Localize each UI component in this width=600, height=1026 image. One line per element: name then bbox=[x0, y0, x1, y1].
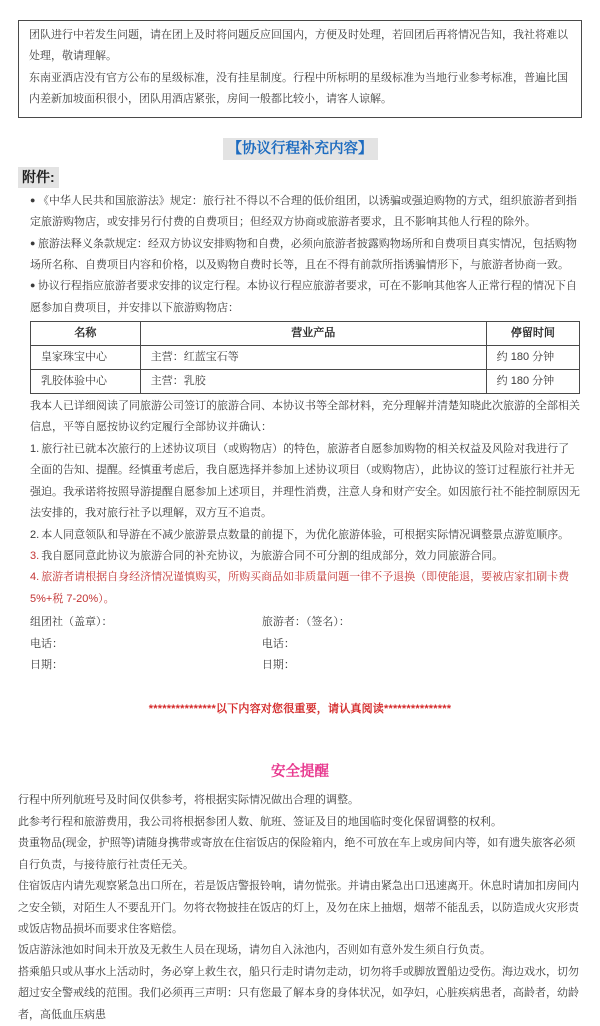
clause-tourism-law: ● 《中华人民共和国旅游法》规定：旅行社不得以不合理的低价组团，以诱骗或强迫购物的方式，组织旅游者到指定旅游购物店，或安排另行付费的自费项目；但经双方协商或旅游者要求，且不影响其他人行程的除外。 bbox=[30, 191, 580, 234]
item-text: 本人同意领队和导游在不减少旅游景点数量的前提下，为优化旅游体验，可根据实际情况调整景点游览顺序。 bbox=[41, 528, 570, 541]
table-row bbox=[31, 346, 580, 370]
column-header-products: 营业产品 bbox=[140, 322, 486, 346]
shop-name: 乳胶体验中心 bbox=[31, 370, 141, 394]
column-header-name: 名称 bbox=[31, 322, 141, 346]
confirm-item-1 bbox=[30, 439, 580, 525]
item-text: 我自愿同意此协议为旅游合同的补充协议，为旅游合同不可分割的组成部分，效力同旅游合同。 bbox=[41, 549, 504, 562]
shop-products: 主营：乳胶 bbox=[140, 370, 486, 394]
item-number: 4. bbox=[30, 571, 40, 584]
safety-paragraph-changes: 此参考行程和旅游费用，我公司将根据参团人数、航班、签证及目的地国临时变化保留调整的权利。 bbox=[18, 815, 502, 828]
section-title-wrap bbox=[18, 138, 582, 161]
attachment-label-wrap bbox=[18, 167, 582, 190]
organizer-stamp-label: 组团社（盖章）： bbox=[30, 616, 113, 629]
organizer-date-label: 日期： bbox=[30, 659, 63, 672]
shops-table-wrap bbox=[30, 321, 580, 394]
shop-name: 皇家珠宝中心 bbox=[31, 346, 141, 370]
signature-row-stamp bbox=[30, 612, 582, 633]
item-number: 1. bbox=[30, 442, 40, 455]
safety-paragraph-boat: 搭乘船只或从事水上活动时，务必穿上救生衣，船只行走时请勿走动，切勿将手或脚放置船边受伤。海边戏水，切勿超过安全警戒线的范围。我们必须再三声明：只有您最了解本身的身体状况，如孕妇，心脏疾病患者，高龄者，幼龄者，高低血压病患 bbox=[18, 965, 579, 1021]
safety-title: 安全提醒 bbox=[271, 764, 329, 781]
signature-block bbox=[30, 612, 582, 676]
column-header-duration: 停留时间 bbox=[486, 322, 579, 346]
clause-law-interpretation: ● 旅游法释义条款规定：经双方协议安排购物和自费，必须向旅游者披露购物场所和自费项目真实情况，包括购物场所名称、自费项目内容和价格，以及购物自费时长等，且在不得有前款所指诱骗情形下，与旅游者协商一致。 bbox=[30, 234, 580, 277]
tourist-date-label: 日期： bbox=[261, 659, 295, 672]
safety-paragraph-valuables: 贵重物品(现金，护照等)请随身携带或寄放在住宿饭店的保险箱内，绝不可放在车上或房间内等，如有遗失旅客必须自行负责，与接待旅行社责任无关。 bbox=[18, 837, 576, 871]
safety-paragraph-pool: 饭店游泳池如时间未开放及无救生人员在现场，请勿自入泳池内，否则如有意外发生须自行负责。 bbox=[18, 944, 491, 957]
signature-row-date bbox=[30, 655, 582, 676]
shop-duration: 约 180 分钟 bbox=[486, 370, 579, 394]
section-title: 【协议行程补充内容】 bbox=[223, 138, 378, 160]
clause-agreed-itinerary: ● 协议行程指应旅游者要求安排的议定行程。本协议行程应旅游者要求，可在不影响其他客人正常行程的情况下自愿参加自费项目，并安排以下旅游购物店： bbox=[30, 276, 580, 319]
table-header-row bbox=[31, 322, 580, 346]
notice-paragraph-2: 东南亚酒店没有官方公布的星级标准，没有挂星制度。行程中所标明的星级标准为当地行业参考标准，普遍比国内差新加坡面积很小，团队用酒店紧张，房间一般都比较小，请客人谅解。 bbox=[29, 71, 568, 106]
item-number: 3. bbox=[30, 549, 40, 562]
signature-row-phone bbox=[30, 634, 582, 655]
notice-paragraph-1: 团队进行中若发生问题，请在团上及时将问题反应回国内，方便及时处理，若回团后再将情况告知，我社将难以处理，敬请理解。 bbox=[29, 29, 568, 63]
table-row bbox=[31, 370, 580, 394]
tourist-sign-label: 旅游者：（签名）： bbox=[261, 616, 350, 629]
safety-paragraph-hotel: 住宿饭店内请先观察紧急出口所在，若是饭店警报铃响，请勿慌张。并请由紧急出口迅速离开。休息时请加扣房间内之安全锁，对陌生人不要乱开门。勿将衣物披挂在饭店的灯上，及勿在床上抽烟，烟蒂不能乱丢，以防造成火灾形责或饭店物品损坏而要求住客赔偿。 bbox=[18, 880, 579, 935]
safety-paragraph-flights: 行程中所列航班号及时间仅供参考，将根据实际情况做出合理的调整。 bbox=[18, 794, 359, 807]
item-text: 旅游者请根据自身经济情况谨慎购买，所购买商品如非质量问题一律不予退换（即使能退，要被店家扣刷卡费 5%+税 7-20%）。 bbox=[30, 571, 570, 605]
clauses bbox=[30, 191, 580, 320]
attachment-label: 附件: bbox=[18, 167, 59, 188]
confirm-item-3 bbox=[30, 546, 580, 567]
confirmation-section bbox=[30, 396, 580, 610]
shop-products: 主营：红蓝宝石等 bbox=[140, 346, 486, 370]
tourist-phone-label: 电话： bbox=[261, 637, 295, 650]
shops-table bbox=[30, 321, 580, 394]
item-text: 旅行社已就本次旅行的上述协议项目（或购物店）的特色，旅游者自愿参加购物的相关权益及风险对我进行了全面的告知、提醒。经慎重考虑后，我自愿选择并参加上述协议项目（或购物店），此协议的签订过程旅行社并无强迫。我承诺将按照导游提醒自愿参加上述项目，并理性消费，注意人身和财产安全。如因旅行社不能控制原因无法安排的，我对旅行社予以理解，双方互不追责。 bbox=[30, 442, 580, 520]
confirm-item-4 bbox=[30, 567, 580, 610]
confirmation-intro: 我本人已详细阅读了同旅游公司签订的旅游合同、本协议书等全部材料，充分理解并清楚知晓此次旅游的全部相关信息，平等自愿按协议约定履行全部协议并确认： bbox=[30, 399, 580, 434]
shop-duration: 约 180 分钟 bbox=[486, 346, 579, 370]
item-number: 2. bbox=[30, 528, 40, 541]
confirm-item-2 bbox=[30, 525, 580, 546]
important-notice-line: ***************以下内容对您很重要，请认真阅读*************** bbox=[148, 702, 452, 715]
organizer-phone-label: 电话： bbox=[30, 637, 63, 650]
notice-box bbox=[18, 20, 582, 118]
safety-section bbox=[18, 790, 582, 1026]
